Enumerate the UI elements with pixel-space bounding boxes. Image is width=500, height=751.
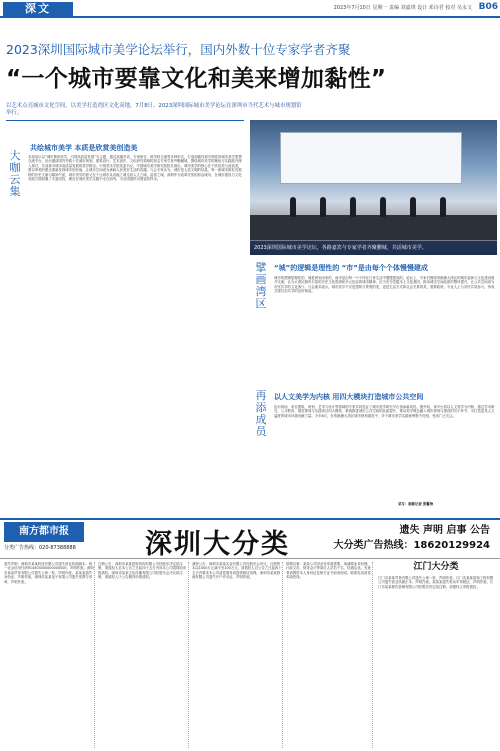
- article-headline: “一个城市要靠文化和美来增加黏性”: [6, 66, 387, 92]
- stage-screen: [280, 132, 462, 184]
- forum-photo: [250, 120, 497, 255]
- section-tag: 深文: [3, 2, 73, 16]
- speaker-figure: [440, 197, 446, 217]
- ad-notice-types: 遗失 声明 启事 公告: [399, 525, 490, 536]
- classified-column: 江门市某某贸易有限公司遗失公章一枚，声明作废。江门市某某装饰工程有限公司遗失营业执照正本，声明作废。某某某遗失机动车驾驶证，声明作废。江门市某某餐饮管理有限公司经股东决定拟注销，请债权人申报债权。: [378, 576, 494, 589]
- jiangmen-head: 江门大分类: [376, 560, 496, 574]
- ad-phone: 大分类广告热线：18620129924: [333, 540, 490, 551]
- article-lead: 以艺术点亮城市文化空间，以美学打造湾区文化高地。7月8日，2023深圳国际城市美学论坛在深圳市当代艺术与城市规划馆举行。: [6, 103, 302, 116]
- header-info: 2023年7月10日 星期一 责编 刘嘉琪 设计 邓诗君 校对 吴永文: [333, 5, 472, 11]
- section2-label: 擘画湾区: [255, 261, 267, 310]
- classified-column: 减资公告：深圳市某某实业有限公司经股东会决议，注册资本由1000万元减少至100万元，请债权人自公告之日起四十五日内要求本公司清偿债务或提供相应担保。深圳市某某物流有限公司遗失开户许可证，声明作废。: [192, 562, 283, 748]
- section1-label: 大咖云集: [9, 149, 21, 198]
- article-pretitle: 2023深圳国际城市美学论坛举行，国内外数十位专家学者齐聚: [6, 42, 351, 57]
- stage: [250, 215, 497, 240]
- section1-title: 共绘城市美学 本质是欣赏美创造美: [30, 144, 138, 152]
- divider: [6, 120, 244, 121]
- classified-column: 注销公告：深圳市某某投资咨询有限公司经股东决定拟注销，请债权人自本公告之日起四十五日内向本公司清算组申报债权。深圳市某某文化传播有限公司经股东会决议拟注销，请债权人于公告期内申报债权。: [98, 562, 189, 748]
- speaker-figure: [290, 197, 296, 217]
- section3-title: 以人文美学为内核 用四大模块打造城市公共空间: [274, 393, 424, 401]
- speaker-figure: [380, 197, 386, 217]
- section3-author: 采写：南都记者 张馨怡: [398, 502, 434, 506]
- page-number: B06: [478, 2, 498, 12]
- classified-column: 遗失声明：深圳市某某科技有限公司遗失营业执照副本，统一社会信用代码914403000000000000，声明作废。深圳市某某贸易有限公司遗失公章一枚，声明作废。某某某遗失身份证，声明作废。深圳市某某电子有限公司遗失发票专用章，声明作废。: [4, 562, 95, 748]
- section2-title: “城”的逻辑是理性的 “市”是由每个个体慢慢建成: [274, 264, 428, 272]
- classified-column: 招聘启事：某某公司因业务发展需要，现诚聘业务经理、行政文员、财务会计等岗位人员若干名，待遇从优。有意者请携带本人身份证及相关证书前来面试。联系电话请见本版热线。: [286, 562, 373, 748]
- newspaper-logo: 南方都市报: [4, 522, 84, 542]
- photo-caption: 2023深圳国际城市美学论坛，各路嘉宾与专家学者齐聚鹏城，共话城市美学。: [250, 241, 497, 255]
- section3-body: 论坛现场，来自建筑、规划、艺术与设计等领域的专家共同见证了城市美学研究平台再添新成员。据介绍，该平台将以人文美学为内核，通过学术研究、公共教育、展览策划与实践项目四大模块，系统推进城市公共空间的品质提升，推动美学理念融入城市规划与建设的各个环节，为打造更具人文温度的城市环境贡献力量。今年6月，在粤港澳大湾区城市规划展览中，多个城市美学实践案例集中亮相，受到广泛关注。: [274, 405, 495, 418]
- section2-body: 城市的逻辑是理性的，城是规划出来的，而市是由每一个个体在日常生活中慢慢建成的。论坛上，专家们围绕粤港澳大湾区的城市更新与文化建设展开交流，认为大湾区拥有丰富的历史文化资源和多元包容的城市精神，应当充分挖掘本土文化基因，推动城市空间品质的整体提升，让公共空间成为市民共享的文化客厅。与会嘉宾表示，城市美学不仅是建筑与景观的美，更是生活方式和社会关系的美，需要政府、专业人士与市民共同参与，形成共建共治共享的良好格局。: [274, 276, 495, 294]
- speaker-figure: [320, 197, 326, 217]
- header-rule: [0, 16, 500, 18]
- page-header: [0, 0, 500, 18]
- section3-label: 再添成员: [255, 389, 267, 438]
- section1-body: 本届论坛以“城市微审美学，引领高质量发展”为主题，通过高端对话、专家研讨、跨学科交流等多种形式，打造前瞻性和引领性的城市美学思想交流平台。论坛邀请国内外数十位城市规划、建筑设计、艺术创作、文化研究领域的知名专家学者齐聚鹏城，围绕城市美学的理论与实践展开深入探讨，共同探寻城市高质量发展的美学路径。中国美术学院党委书记、中国城市美学研究院院长指出，城市美学的核心在于欣赏美与创造美，要以审美的眼光重新发现城市的价值，让城市空间成为承载人民美好生活的容器。与会专家认为，城市是人类文明的结晶，每一座城市都有其独特的历史文脉与精神气质，城市美学的意义在于让城市从功能之城走向人文之城、品质之城。深圳作为改革开放的前沿城市，在城市建设与文化发展方面积累了丰富经验，理应在城市美学实践中走在前列，为全国提供可借鉴的样本。: [28, 155, 242, 182]
- ad-hotline: 分类广告热线：020-87388888: [4, 545, 76, 551]
- ad-title: 深圳大分类: [145, 529, 290, 560]
- speaker-figure: [410, 197, 416, 217]
- speaker-figure: [350, 197, 356, 217]
